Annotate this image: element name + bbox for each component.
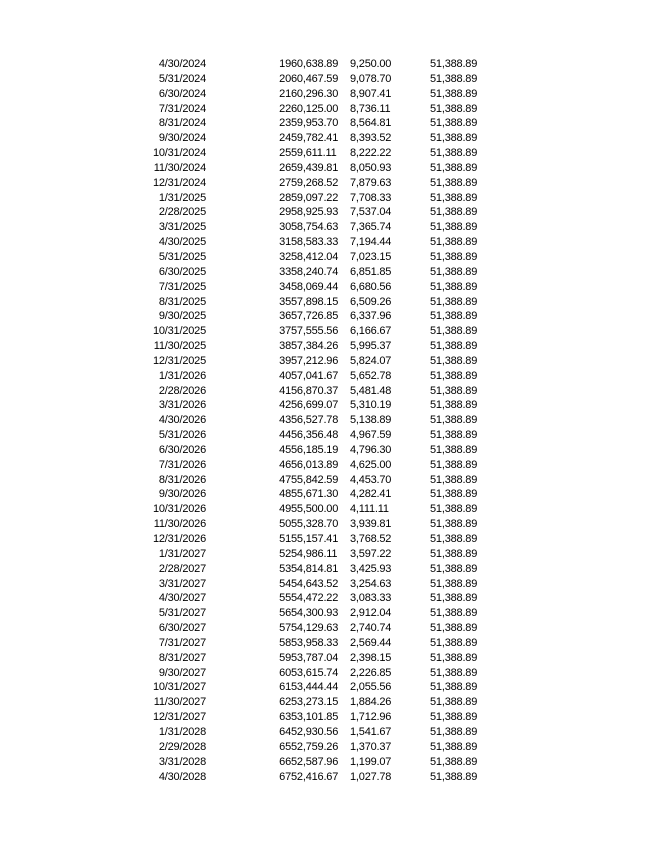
table-row xyxy=(120,695,499,710)
table-row xyxy=(120,116,499,131)
table-row xyxy=(120,636,499,651)
interest-cell: 7,537.04 xyxy=(350,206,392,219)
payment-amount-cell: 51,388.89 xyxy=(430,711,478,724)
payment-date-cell: 3/31/2028 xyxy=(158,755,206,768)
payment-number-cell: 23 xyxy=(279,117,291,130)
table-row xyxy=(120,72,499,87)
interest-cell: 6,509.26 xyxy=(350,295,392,308)
payment-number-cell: 60 xyxy=(279,666,291,679)
payment-amount-cell: 51,388.89 xyxy=(430,503,478,516)
payment-date-cell: 10/31/2027 xyxy=(152,681,206,694)
payment-amount-cell: 51,388.89 xyxy=(430,518,478,531)
payment-amount-cell: 51,388.89 xyxy=(430,488,478,501)
payment-number-cell: 63 xyxy=(279,711,291,724)
payment-number-cell: 28 xyxy=(279,191,291,204)
balance-cell: 60,638.89 xyxy=(291,58,339,70)
payment-number-cell: 37 xyxy=(279,325,291,338)
balance-cell: 56,356.48 xyxy=(291,429,339,442)
balance-cell: 53,444.44 xyxy=(291,681,339,694)
payment-number-cell: 19 xyxy=(279,58,291,70)
interest-cell: 7,194.44 xyxy=(350,236,392,249)
balance-cell: 59,953.70 xyxy=(291,117,339,130)
payment-date-cell: 6/30/2027 xyxy=(158,622,206,635)
interest-cell: 4,967.59 xyxy=(350,429,392,442)
interest-cell: 8,222.22 xyxy=(350,147,392,160)
payment-number-cell: 66 xyxy=(279,755,291,768)
balance-cell: 53,101.85 xyxy=(291,711,339,724)
interest-cell: 7,365.74 xyxy=(350,221,392,234)
table-row xyxy=(120,458,499,473)
table-row xyxy=(120,651,499,666)
payment-amount-cell: 51,388.89 xyxy=(430,725,478,738)
payment-date-cell: 3/31/2026 xyxy=(158,399,206,412)
table-row xyxy=(120,666,499,681)
payment-amount-cell: 51,388.89 xyxy=(430,607,478,620)
balance-cell: 57,898.15 xyxy=(291,295,339,308)
payment-amount-cell: 51,388.89 xyxy=(430,161,478,174)
payment-date-cell: 8/31/2026 xyxy=(158,473,206,486)
payment-amount-cell: 51,388.89 xyxy=(430,147,478,160)
payment-date-cell: 2/28/2027 xyxy=(158,562,206,575)
payment-amount-cell: 51,388.89 xyxy=(430,221,478,234)
interest-cell: 7,879.63 xyxy=(350,176,392,189)
balance-cell: 59,097.22 xyxy=(291,191,339,204)
payment-date-cell: 6/30/2024 xyxy=(158,87,206,100)
payment-date-cell: 6/30/2025 xyxy=(158,265,206,278)
payment-date-cell: 10/31/2026 xyxy=(152,503,206,516)
balance-cell: 52,587.96 xyxy=(291,755,339,768)
payment-date-cell: 11/30/2027 xyxy=(153,696,206,709)
balance-cell: 57,041.67 xyxy=(291,369,339,382)
balance-cell: 56,185.19 xyxy=(291,443,339,456)
balance-cell: 56,527.78 xyxy=(291,414,339,427)
table-row xyxy=(120,487,499,502)
interest-cell: 2,055.56 xyxy=(350,681,392,694)
table-row xyxy=(120,532,499,547)
balance-cell: 54,300.93 xyxy=(291,607,339,620)
payment-amount-cell: 51,388.89 xyxy=(430,755,478,768)
payment-date-cell: 5/31/2026 xyxy=(158,429,206,442)
balance-cell: 54,472.22 xyxy=(291,592,339,605)
payment-date-cell: 12/31/2024 xyxy=(152,176,206,189)
payment-amount-cell: 51,388.89 xyxy=(430,265,478,278)
payment-date-cell: 2/28/2026 xyxy=(158,384,206,397)
payment-date-cell: 12/31/2026 xyxy=(152,533,206,545)
payment-date-cell: 4/30/2024 xyxy=(158,58,206,70)
balance-cell: 54,643.52 xyxy=(291,577,339,590)
payment-amount-cell: 51,388.89 xyxy=(430,547,478,560)
table-row xyxy=(120,591,499,606)
payment-number-cell: 49 xyxy=(279,503,291,516)
table-row xyxy=(120,606,499,621)
payment-amount-cell: 51,388.89 xyxy=(430,681,478,694)
interest-cell: 7,708.33 xyxy=(350,191,392,204)
payment-amount-cell: 51,388.89 xyxy=(430,696,478,709)
table-row xyxy=(120,755,499,770)
table-row xyxy=(120,102,499,117)
payment-number-cell: 20 xyxy=(279,72,291,85)
balance-cell: 55,500.00 xyxy=(291,503,339,516)
table-row xyxy=(120,621,499,636)
payment-number-cell: 43 xyxy=(279,414,291,427)
balance-cell: 54,129.63 xyxy=(291,622,339,635)
payment-date-cell: 11/30/2024 xyxy=(153,161,206,174)
payment-date-cell: 2/28/2025 xyxy=(158,206,206,219)
payment-amount-cell: 51,388.89 xyxy=(430,280,478,293)
payment-number-cell: 65 xyxy=(279,740,291,753)
payment-number-cell: 24 xyxy=(279,132,291,145)
table-row xyxy=(120,680,499,695)
payment-date-cell: 5/31/2025 xyxy=(158,250,206,263)
balance-cell: 52,759.26 xyxy=(291,740,339,753)
payment-date-cell: 11/30/2025 xyxy=(153,340,206,353)
interest-cell: 6,166.67 xyxy=(350,325,392,338)
payment-date-cell: 5/31/2024 xyxy=(158,72,206,85)
balance-cell: 55,157.41 xyxy=(291,533,339,545)
payment-amount-cell: 51,388.89 xyxy=(430,577,478,590)
payment-number-cell: 42 xyxy=(279,399,291,412)
balance-cell: 54,814.81 xyxy=(291,562,339,575)
balance-cell: 60,125.00 xyxy=(291,102,339,115)
interest-cell: 5,138.89 xyxy=(350,414,392,427)
payment-date-cell: 1/31/2028 xyxy=(158,725,206,738)
payment-date-cell: 10/31/2024 xyxy=(152,147,206,160)
table-row xyxy=(120,295,499,310)
interest-cell: 1,027.78 xyxy=(350,770,392,783)
table-row xyxy=(120,413,499,428)
payment-date-cell: 3/31/2027 xyxy=(158,577,206,590)
table-row xyxy=(120,87,499,102)
balance-cell: 58,754.63 xyxy=(291,221,339,234)
payment-amount-cell: 51,388.89 xyxy=(430,399,478,412)
payment-date-cell: 8/31/2024 xyxy=(158,117,206,130)
interest-cell: 6,680.56 xyxy=(350,280,392,293)
interest-cell: 3,939.81 xyxy=(350,518,392,531)
payment-amount-cell: 51,388.89 xyxy=(430,384,478,397)
balance-cell: 60,467.59 xyxy=(291,72,339,85)
balance-cell: 57,212.96 xyxy=(291,354,339,367)
table-row xyxy=(120,577,499,592)
table-row xyxy=(120,146,499,161)
balance-cell: 57,726.85 xyxy=(291,310,339,323)
balance-cell: 53,273.15 xyxy=(291,696,339,709)
interest-cell: 5,652.78 xyxy=(350,369,392,382)
payment-date-cell: 5/31/2027 xyxy=(158,607,206,620)
payment-date-cell: 4/30/2025 xyxy=(158,236,206,249)
payment-number-cell: 39 xyxy=(279,354,291,367)
balance-cell: 52,930.56 xyxy=(291,725,339,738)
interest-cell: 2,569.44 xyxy=(350,636,392,649)
payment-amount-cell: 51,388.89 xyxy=(430,340,478,353)
interest-cell: 1,541.67 xyxy=(350,725,392,738)
payment-number-cell: 62 xyxy=(279,696,291,709)
interest-cell: 2,740.74 xyxy=(350,622,392,635)
interest-cell: 3,425.93 xyxy=(350,562,392,575)
payment-number-cell: 46 xyxy=(279,458,291,471)
payment-amount-cell: 51,388.89 xyxy=(430,622,478,635)
payment-number-cell: 48 xyxy=(279,488,291,501)
payment-amount-cell: 51,388.89 xyxy=(430,325,478,338)
payment-date-cell: 4/30/2028 xyxy=(158,770,206,783)
payment-schedule-table xyxy=(120,57,499,784)
payment-number-cell: 22 xyxy=(279,102,291,115)
table-row xyxy=(120,205,499,220)
payment-amount-cell: 51,388.89 xyxy=(430,295,478,308)
interest-cell: 3,768.52 xyxy=(350,533,392,545)
payment-amount-cell: 51,388.89 xyxy=(430,740,478,753)
payment-amount-cell: 51,388.89 xyxy=(430,236,478,249)
balance-cell: 58,240.74 xyxy=(291,265,339,278)
payment-date-cell: 10/31/2025 xyxy=(152,325,206,338)
table-row xyxy=(120,250,499,265)
interest-cell: 1,370.37 xyxy=(350,740,392,753)
balance-cell: 56,013.89 xyxy=(291,458,339,471)
payment-amount-cell: 51,388.89 xyxy=(430,592,478,605)
payment-amount-cell: 51,388.89 xyxy=(430,87,478,100)
payment-amount-cell: 51,388.89 xyxy=(430,206,478,219)
balance-cell: 58,583.33 xyxy=(291,236,339,249)
table-row xyxy=(120,740,499,755)
payment-amount-cell: 51,388.89 xyxy=(430,354,478,367)
table-row xyxy=(120,220,499,235)
payment-date-cell: 7/31/2027 xyxy=(158,636,206,649)
payment-date-cell: 7/31/2026 xyxy=(158,458,206,471)
interest-cell: 3,254.63 xyxy=(350,577,392,590)
payment-date-cell: 6/30/2026 xyxy=(158,443,206,456)
payment-date-cell: 9/30/2027 xyxy=(158,666,206,679)
payment-amount-cell: 51,388.89 xyxy=(430,117,478,130)
payment-amount-cell: 51,388.89 xyxy=(430,473,478,486)
payment-number-cell: 50 xyxy=(279,518,291,531)
interest-cell: 9,078.70 xyxy=(350,72,392,85)
table-row xyxy=(120,384,499,399)
balance-cell: 59,268.52 xyxy=(291,176,339,189)
balance-cell: 55,671.30 xyxy=(291,488,339,501)
payment-date-cell: 7/31/2025 xyxy=(158,280,206,293)
interest-cell: 6,851.85 xyxy=(350,265,392,278)
payment-number-cell: 41 xyxy=(279,384,291,397)
payment-number-cell: 38 xyxy=(279,340,291,353)
table-row xyxy=(120,57,499,72)
payment-number-cell: 27 xyxy=(279,176,291,189)
table-row xyxy=(120,369,499,384)
interest-cell: 8,564.81 xyxy=(350,117,392,130)
balance-cell: 59,782.41 xyxy=(291,132,339,145)
payment-number-cell: 51 xyxy=(279,533,291,545)
payment-number-cell: 52 xyxy=(279,547,291,560)
table-row xyxy=(120,473,499,488)
balance-cell: 59,439.81 xyxy=(291,161,339,174)
payment-number-cell: 31 xyxy=(279,236,291,249)
payment-number-cell: 64 xyxy=(279,725,291,738)
interest-cell: 1,199.07 xyxy=(350,755,392,768)
payment-number-cell: 53 xyxy=(279,562,291,575)
payment-amount-cell: 51,388.89 xyxy=(430,458,478,471)
payment-date-cell: 1/31/2026 xyxy=(158,369,206,382)
interest-cell: 1,884.26 xyxy=(350,696,392,709)
payment-date-cell: 4/30/2026 xyxy=(158,414,206,427)
payment-amount-cell: 51,388.89 xyxy=(430,666,478,679)
payment-amount-cell: 51,388.89 xyxy=(430,58,478,70)
table-row xyxy=(120,176,499,191)
table-row xyxy=(120,309,499,324)
interest-cell: 2,226.85 xyxy=(350,666,392,679)
interest-cell: 2,912.04 xyxy=(350,607,392,620)
payment-amount-cell: 51,388.89 xyxy=(430,369,478,382)
table-row xyxy=(120,280,499,295)
table-row xyxy=(120,324,499,339)
payment-amount-cell: 51,388.89 xyxy=(430,132,478,145)
payment-number-cell: 30 xyxy=(279,221,291,234)
interest-cell: 8,393.52 xyxy=(350,132,392,145)
table-row xyxy=(120,428,499,443)
balance-cell: 60,296.30 xyxy=(291,87,339,100)
balance-cell: 59,611.11 xyxy=(291,147,337,160)
interest-cell: 5,824.07 xyxy=(350,354,392,367)
payment-number-cell: 56 xyxy=(279,607,291,620)
payment-date-cell: 9/30/2026 xyxy=(158,488,206,501)
payment-amount-cell: 51,388.89 xyxy=(430,102,478,115)
payment-number-cell: 45 xyxy=(279,443,291,456)
table-row xyxy=(120,725,499,740)
payment-date-cell: 7/31/2024 xyxy=(158,102,206,115)
table-row xyxy=(120,547,499,562)
payment-date-cell: 1/31/2025 xyxy=(158,191,206,204)
table-row xyxy=(120,443,499,458)
payment-amount-cell: 51,388.89 xyxy=(430,250,478,263)
payment-number-cell: 40 xyxy=(279,369,291,382)
interest-cell: 5,995.37 xyxy=(350,340,392,353)
table-row xyxy=(120,131,499,146)
payment-amount-cell: 51,388.89 xyxy=(430,176,478,189)
balance-cell: 53,615.74 xyxy=(291,666,339,679)
payment-amount-cell: 51,388.89 xyxy=(430,414,478,427)
interest-cell: 3,083.33 xyxy=(350,592,392,605)
balance-cell: 56,870.37 xyxy=(291,384,339,397)
interest-cell: 3,597.22 xyxy=(350,547,392,560)
payment-number-cell: 54 xyxy=(279,577,291,590)
interest-cell: 7,023.15 xyxy=(350,250,392,263)
payment-date-cell: 11/30/2026 xyxy=(153,518,206,531)
balance-cell: 54,986.11 xyxy=(291,547,338,560)
table-row xyxy=(120,265,499,280)
table-row xyxy=(120,398,499,413)
payment-number-cell: 58 xyxy=(279,636,291,649)
interest-cell: 6,337.96 xyxy=(350,310,392,323)
payment-number-cell: 21 xyxy=(279,87,291,100)
interest-cell: 8,736.11 xyxy=(350,102,391,115)
table-row xyxy=(120,562,499,577)
payment-date-cell: 8/31/2027 xyxy=(158,651,206,664)
table-row xyxy=(120,770,499,785)
interest-cell: 1,712.96 xyxy=(350,711,392,724)
payment-number-cell: 29 xyxy=(279,206,291,219)
payment-number-cell: 25 xyxy=(279,147,291,160)
payment-date-cell: 9/30/2024 xyxy=(158,132,206,145)
schedule-table-body xyxy=(120,57,499,784)
payment-amount-cell: 51,388.89 xyxy=(430,562,478,575)
payment-date-cell: 4/30/2027 xyxy=(158,592,206,605)
table-row xyxy=(120,354,499,369)
payment-date-cell: 12/31/2027 xyxy=(152,711,206,724)
table-row xyxy=(120,502,499,517)
payment-number-cell: 57 xyxy=(279,622,291,635)
payment-number-cell: 61 xyxy=(279,681,291,694)
payment-number-cell: 35 xyxy=(279,295,291,308)
table-row xyxy=(120,161,499,176)
payment-number-cell: 32 xyxy=(279,250,291,263)
interest-cell: 4,796.30 xyxy=(350,443,392,456)
payment-amount-cell: 51,388.89 xyxy=(430,310,478,323)
payment-number-cell: 47 xyxy=(279,473,291,486)
payment-number-cell: 33 xyxy=(279,265,291,278)
payment-number-cell: 44 xyxy=(279,429,291,442)
payment-number-cell: 26 xyxy=(279,161,291,174)
interest-cell: 4,111.11 xyxy=(350,503,389,516)
balance-cell: 57,384.26 xyxy=(291,340,339,353)
interest-cell: 4,282.41 xyxy=(350,488,392,501)
payment-number-cell: 34 xyxy=(279,280,291,293)
payment-date-cell: 12/31/2025 xyxy=(152,354,206,367)
balance-cell: 56,699.07 xyxy=(291,399,339,412)
payment-number-cell: 67 xyxy=(279,770,291,783)
payment-date-cell: 2/29/2028 xyxy=(158,740,206,753)
interest-cell: 4,625.00 xyxy=(350,458,392,471)
balance-cell: 57,555.56 xyxy=(291,325,339,338)
payment-date-cell: 1/31/2027 xyxy=(158,547,206,560)
payment-amount-cell: 51,388.89 xyxy=(430,72,478,85)
balance-cell: 58,412.04 xyxy=(291,250,339,263)
balance-cell: 58,925.93 xyxy=(291,206,339,219)
balance-cell: 53,787.04 xyxy=(291,651,339,664)
table-row xyxy=(120,339,499,354)
balance-cell: 55,842.59 xyxy=(291,473,339,486)
balance-cell: 53,958.33 xyxy=(291,636,339,649)
payment-number-cell: 59 xyxy=(279,651,291,664)
interest-cell: 5,481.48 xyxy=(350,384,392,397)
balance-cell: 58,069.44 xyxy=(291,280,339,293)
payment-number-cell: 36 xyxy=(279,310,291,323)
payment-date-cell: 3/31/2025 xyxy=(158,221,206,234)
payment-amount-cell: 51,388.89 xyxy=(430,636,478,649)
table-row xyxy=(120,710,499,725)
payment-amount-cell: 51,388.89 xyxy=(430,770,478,783)
payment-amount-cell: 51,388.89 xyxy=(430,443,478,456)
table-row xyxy=(120,235,499,250)
interest-cell: 8,907.41 xyxy=(350,87,392,100)
interest-cell: 5,310.19 xyxy=(350,399,392,412)
interest-cell: 8,050.93 xyxy=(350,161,392,174)
table-row xyxy=(120,517,499,532)
interest-cell: 4,453.70 xyxy=(350,473,392,486)
balance-cell: 52,416.67 xyxy=(291,770,339,783)
payment-amount-cell: 51,388.89 xyxy=(430,651,478,664)
table-row xyxy=(120,191,499,206)
balance-cell: 55,328.70 xyxy=(291,518,339,531)
payment-date-cell: 9/30/2025 xyxy=(158,310,206,323)
payment-amount-cell: 51,388.89 xyxy=(430,191,478,204)
interest-cell: 9,250.00 xyxy=(350,58,392,70)
payment-amount-cell: 51,388.89 xyxy=(430,429,478,442)
payment-date-cell: 8/31/2025 xyxy=(158,295,206,308)
payment-number-cell: 55 xyxy=(279,592,291,605)
interest-cell: 2,398.15 xyxy=(350,651,392,664)
payment-amount-cell: 51,388.89 xyxy=(430,533,478,545)
